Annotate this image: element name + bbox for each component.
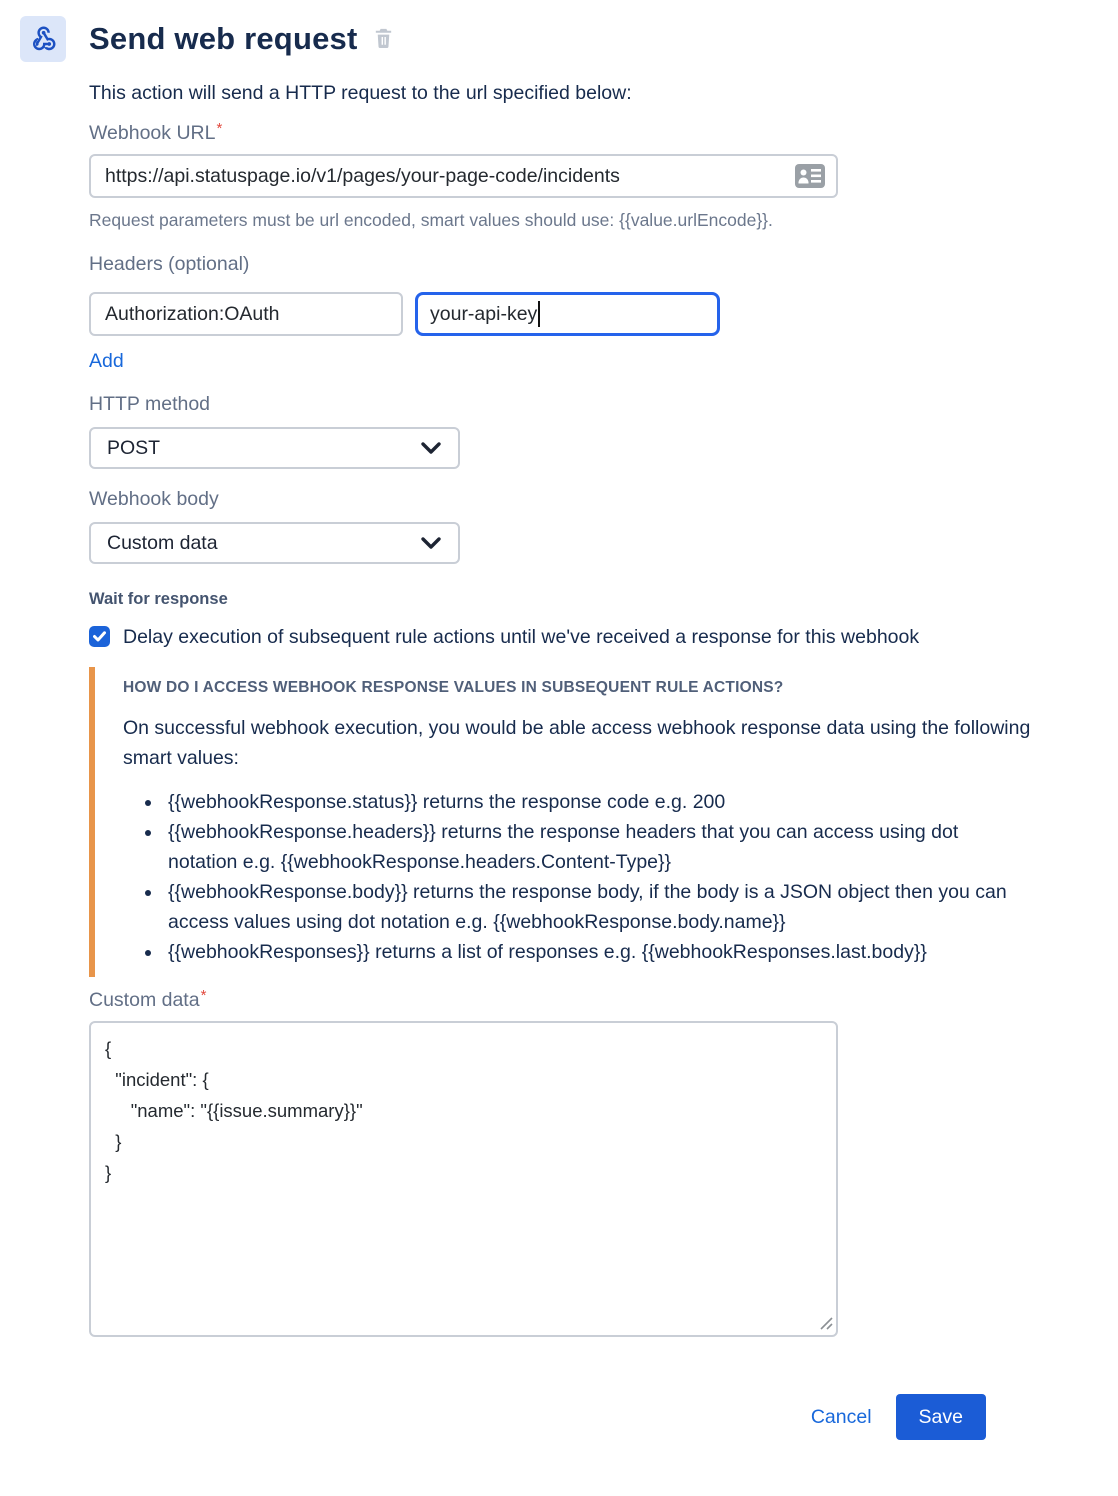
webhook-url-input[interactable] <box>89 154 838 198</box>
chevron-down-icon <box>420 536 442 550</box>
chevron-down-icon <box>420 441 442 455</box>
list-item: • {{webhookResponse.body}} returns the response body, if the body is a JSON object then you can access values using dot notation e.g. {{webhookResponse.body.name}} <box>163 877 1028 937</box>
custom-data-label: Custom data* <box>89 987 207 1011</box>
checkmark-icon <box>93 631 106 642</box>
headers-label: Headers (optional) <box>89 253 250 275</box>
smart-values-card-icon[interactable] <box>794 163 826 194</box>
add-header-link[interactable]: Add <box>89 350 124 372</box>
resize-handle-icon[interactable] <box>818 1315 833 1335</box>
info-panel-intro: On successful webhook execution, you would be able access webhook response data using the following smart values: <box>123 717 1031 769</box>
webhook-body-select[interactable] <box>89 522 460 564</box>
webhook-response-info-panel <box>89 667 1060 977</box>
save-button[interactable]: Save <box>896 1394 986 1440</box>
http-method-select[interactable] <box>89 427 460 469</box>
http-method-label: HTTP method <box>89 393 211 415</box>
form-header <box>0 16 1118 62</box>
wait-for-response-label: Wait for response <box>89 590 228 608</box>
info-panel-heading: HOW DO I ACCESS WEBHOOK RESPONSE VALUES IN SUBSEQUENT RULE ACTIONS? <box>123 679 784 696</box>
http-method-value: POST <box>107 436 161 459</box>
cancel-button[interactable]: Cancel <box>810 1405 872 1428</box>
smart-values-list <box>123 787 1028 967</box>
webhook-body-value: Custom data <box>107 531 218 554</box>
webhook-icon <box>20 16 66 62</box>
webhook-url-help: Request parameters must be url encoded, smart values should use: {{value.urlEncode}}. <box>89 210 773 230</box>
delay-execution-label: Delay execution of subsequent rule actions until we've received a response for this webhook <box>123 626 920 648</box>
delay-execution-checkbox[interactable] <box>89 626 110 647</box>
trash-icon[interactable] <box>372 25 395 55</box>
webhook-body-label: Webhook body <box>89 488 219 510</box>
required-asterisk: * <box>200 987 207 1004</box>
header-value-input[interactable] <box>415 292 720 336</box>
action-description: This action will send a HTTP request to the url specified below: <box>89 82 632 104</box>
text-cursor <box>538 301 540 327</box>
list-item: • {{webhookResponses}} returns a list of responses e.g. {{webhookResponses.last.body}} <box>163 937 1028 967</box>
header-key-input[interactable] <box>89 292 403 336</box>
header-value-text: your-api-key <box>430 302 538 325</box>
list-item: • {{webhookResponse.headers}} returns the response headers that you can access using dot notation e.g. {{webhookResponse.headers.Content-Type}} <box>163 817 1028 877</box>
custom-data-textarea[interactable] <box>89 1021 838 1337</box>
webhook-url-label: Webhook URL* <box>89 120 223 144</box>
page-title: Send web request <box>89 21 358 56</box>
list-item: • {{webhookResponse.status}} returns the response code e.g. 200 <box>163 787 1028 817</box>
required-asterisk: * <box>216 120 223 137</box>
